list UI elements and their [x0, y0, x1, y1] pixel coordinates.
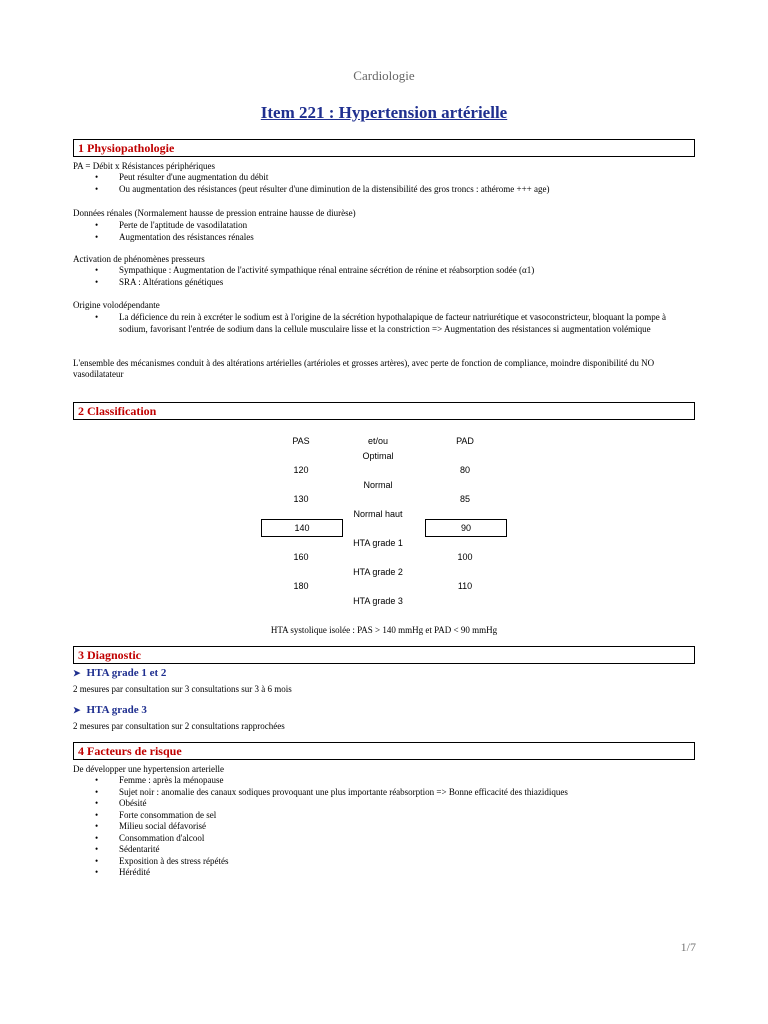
category-label: HTA grade 2 — [353, 567, 403, 577]
paragraph: 2 mesures par consultation sur 2 consultations rapprochées — [73, 721, 285, 731]
arrow-icon: ➤ — [73, 705, 81, 715]
pad-value: 85 — [459, 494, 470, 504]
list-item: • Sujet noir : anomalie des canaux sodiques provoquant une plus importante réabsorption => Bonne efficacité des thiazidiques — [95, 787, 568, 799]
bullet-list — [95, 775, 568, 879]
page-header: Cardiologie — [353, 68, 415, 83]
pad-value: 80 — [459, 465, 470, 475]
section-heading-physiopathologie: 1 Physiopathologie — [73, 139, 695, 157]
list-item: • Exposition à des stress répétés — [95, 856, 568, 868]
list-item: • Forte consommation de sel — [95, 810, 568, 822]
list-item: • Ou augmentation des résistances (peut résulter d'une diminution de la distensibilité des gros troncs : athérome +++ age) — [95, 184, 550, 196]
column-header-pad: PAD — [456, 436, 474, 446]
list-item: • Hérédité — [95, 867, 568, 879]
section-heading-diagnostic: 3 Diagnostic — [73, 646, 695, 664]
page-number: 1/7 — [680, 940, 696, 954]
list-item: • Sédentarité — [95, 844, 568, 856]
list-item: • Obésité — [95, 798, 568, 810]
pas-value-highlighted: 140 — [261, 519, 343, 537]
subheading-text: HTA grade 3 — [86, 704, 147, 716]
list-item: • Consommation d'alcool — [95, 833, 568, 845]
list-item: • Femme : après la ménopause — [95, 775, 568, 787]
pas-value: 180 — [293, 581, 309, 591]
pas-value: 120 — [293, 465, 309, 475]
paragraph: Données rénales (Normalement hausse de pression entraine hausse de diurèse) — [73, 208, 356, 218]
list-item: • Peut résulter d'une augmentation du débit — [95, 172, 550, 184]
pas-value: 130 — [293, 494, 309, 504]
bullet-list — [95, 220, 254, 243]
pas-value: 160 — [293, 552, 309, 562]
paragraph: De développer une hypertension arterielle — [73, 764, 224, 774]
pad-value: 100 — [457, 552, 473, 562]
column-header-etou: et/ou — [367, 436, 389, 446]
list-item: • Perte de l'aptitude de vasodilatation — [95, 220, 254, 232]
subheading — [73, 704, 147, 716]
bullet-list — [95, 312, 694, 335]
paragraph: Activation de phénomènes presseurs — [73, 254, 205, 264]
list-item: • SRA : Altérations génétiques — [95, 277, 534, 289]
category-label: Optimal — [362, 451, 394, 461]
pad-value-highlighted: 90 — [425, 519, 507, 537]
paragraph: Origine volodépendante — [73, 300, 160, 310]
subheading-text: HTA grade 1 et 2 — [86, 667, 167, 679]
page-title: Item 221 : Hypertension artérielle — [260, 103, 508, 122]
list-item: • Augmentation des résistances rénales — [95, 232, 254, 244]
column-header-pas: PAS — [292, 436, 310, 446]
paragraph: 2 mesures par consultation sur 3 consultations sur 3 à 6 mois — [73, 684, 292, 694]
subheading — [73, 667, 166, 679]
category-label: HTA grade 1 — [353, 538, 403, 548]
list-item: • La déficience du rein à excréter le sodium est à l'origine de la sécrétion hypothalapique de facteur natriurétique et vasoconstricteur, bloquant la pompe à sodium, favorisant l'entrée de sodium dans la cellule musculaire lisse et la constriction => Augmentation des résistances si augmentation volémique — [95, 312, 694, 335]
category-label: Normal — [363, 480, 393, 490]
category-label: Normal haut — [353, 509, 403, 519]
arrow-icon: ➤ — [73, 668, 81, 678]
classification-note: HTA systolique isolée : PAS > 140 mmHg et PAD < 90 mmHg — [270, 625, 498, 635]
bullet-list — [95, 265, 534, 288]
paragraph: PA = Débit x Résistances périphériques — [73, 161, 215, 171]
pad-value: 110 — [457, 581, 473, 591]
paragraph: L'ensemble des mécanismes conduit à des altérations artérielles (artérioles et grosses artères), avec perte de fonction de compliance, moindre disponibilité du NO vasodilatateur — [73, 358, 655, 379]
bullet-list — [95, 172, 550, 195]
list-item: • Milieu social défavorisé — [95, 821, 568, 833]
section-heading-facteurs-de-risque: 4 Facteurs de risque — [73, 742, 695, 760]
category-label: HTA grade 3 — [353, 596, 403, 606]
list-item: • Sympathique : Augmentation de l'activité sympathique rénal entraine sécrétion de rénine et réabsorption sodée (α1) — [95, 265, 534, 277]
section-heading-classification: 2 Classification — [73, 402, 695, 420]
